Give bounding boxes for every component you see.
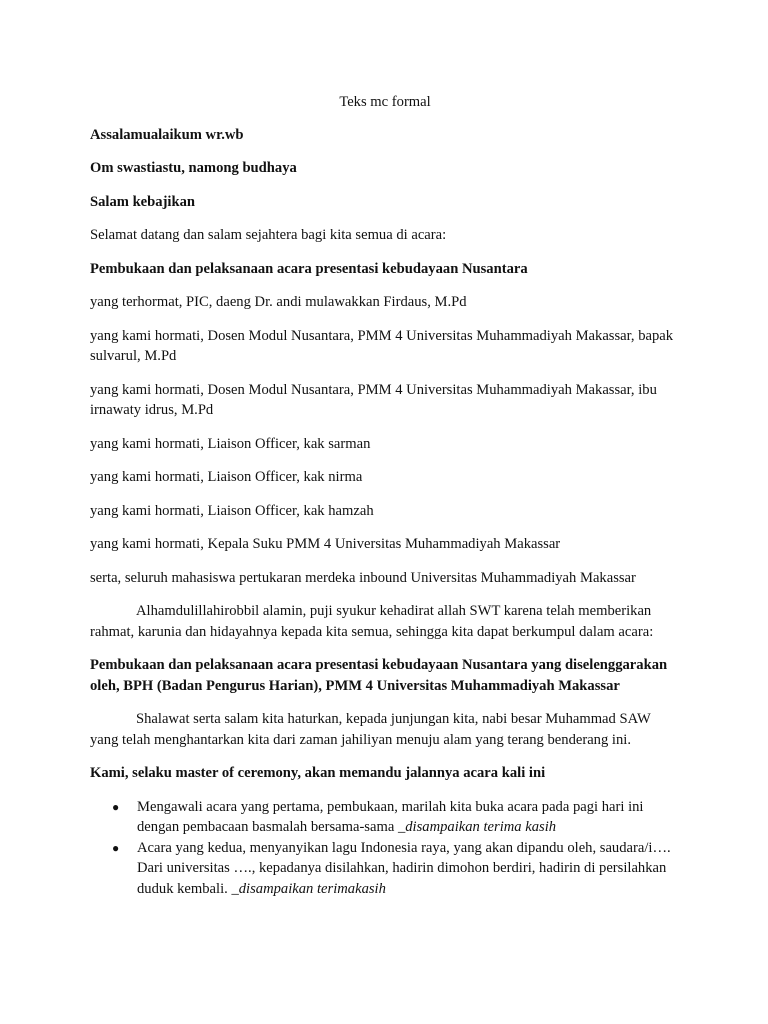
honorific-line: yang kami hormati, Liaison Officer, kak nirma [90,469,363,485]
agenda-item [90,838,680,900]
event-title: Pembukaan dan pelaksanaan acara presentasi kebudayaan Nusantara [90,260,528,277]
agenda-item-text: Mengawali acara yang pertama, pembukaan, marilah kita buka acara pada pagi hari ini dengan pembacaan basmalah bersama-sama _ [137,798,644,835]
honorific-line: yang kami hormati, Liaison Officer, kak hamzah [90,502,374,519]
agenda-item-note: disampaikan terimakasih [238,880,386,897]
agenda-item [90,797,680,838]
gratitude-paragraph: Alhamdulillahirobbil alamin, puji syukur kehadirat allah SWT karena telah memberikan rahmat, karunia dan hidayahnya kepada kita semua, sehingga kita dapat berkumpul dalam acara: [90,603,654,640]
event-full-title: Pembukaan dan pelaksanaan acara presentasi kebudayaan Nusantara yang diselenggarakan oleh, BPH (Badan Pengurus Harian), PMM 4 Universitas Muhammadiyah Makassar [90,657,668,694]
welcome-paragraph: Selamat datang dan salam sejahtera bagi kita semua di acara: [90,227,447,243]
honorific-line: yang terhormat, PIC, daeng Dr. andi mulawakkan Firdaus, M.Pd [90,294,467,310]
honorific-line: yang kami hormati, Liaison Officer, kak sarman [90,435,371,452]
honorific-line: yang kami hormati, Kepala Suku PMM 4 Universitas Muhammadiyah Makassar [90,536,561,552]
honorific-line: serta, seluruh mahasiswa pertukaran merdeka inbound Universitas Muhammadiyah Makassar [90,569,636,586]
greeting-salam-kebajikan: Salam kebajikan [90,193,196,210]
shalawat-paragraph: Shalawat serta salam kita haturkan, kepada junjungan kita, nabi besar Muhammad SAW yang telah menghantarkan kita dari zaman jahiliyan menuju alam yang terang benderang ini. [90,711,651,748]
greeting-om-swastiastu: Om swastiastu, namong budhaya [90,160,297,176]
greeting-assalamualaikum: Assalamualaikum wr.wb [90,126,244,143]
honorific-line: yang kami hormati, Dosen Modul Nusantara, PMM 4 Universitas Muhammadiyah Makassar, ibu irnawaty idrus, M.Pd [90,381,657,418]
agenda-list [90,797,680,900]
bullet-icon: ● [112,799,120,814]
bullet-icon: ● [112,840,120,855]
agenda-item-note: disampaikan terima kasih [405,819,557,835]
document-page [90,92,680,899]
document-title: Teks mc formal [339,94,431,110]
mc-intro: Kami, selaku master of ceremony, akan memandu jalannya acara kali ini [90,765,546,781]
honorific-line: yang kami hormati, Dosen Modul Nusantara, PMM 4 Universitas Muhammadiyah Makassar, bapak sulvarul, M.Pd [90,327,674,364]
agenda-item-text: Acara yang kedua, menyanyikan lagu Indonesia raya, yang akan dipandu oleh, saudara/i…. Dari universitas …., kepadanya disilahkan, hadirin dimohon berdiri, hadirin di persilahkan duduk kembali. _ [137,839,671,897]
